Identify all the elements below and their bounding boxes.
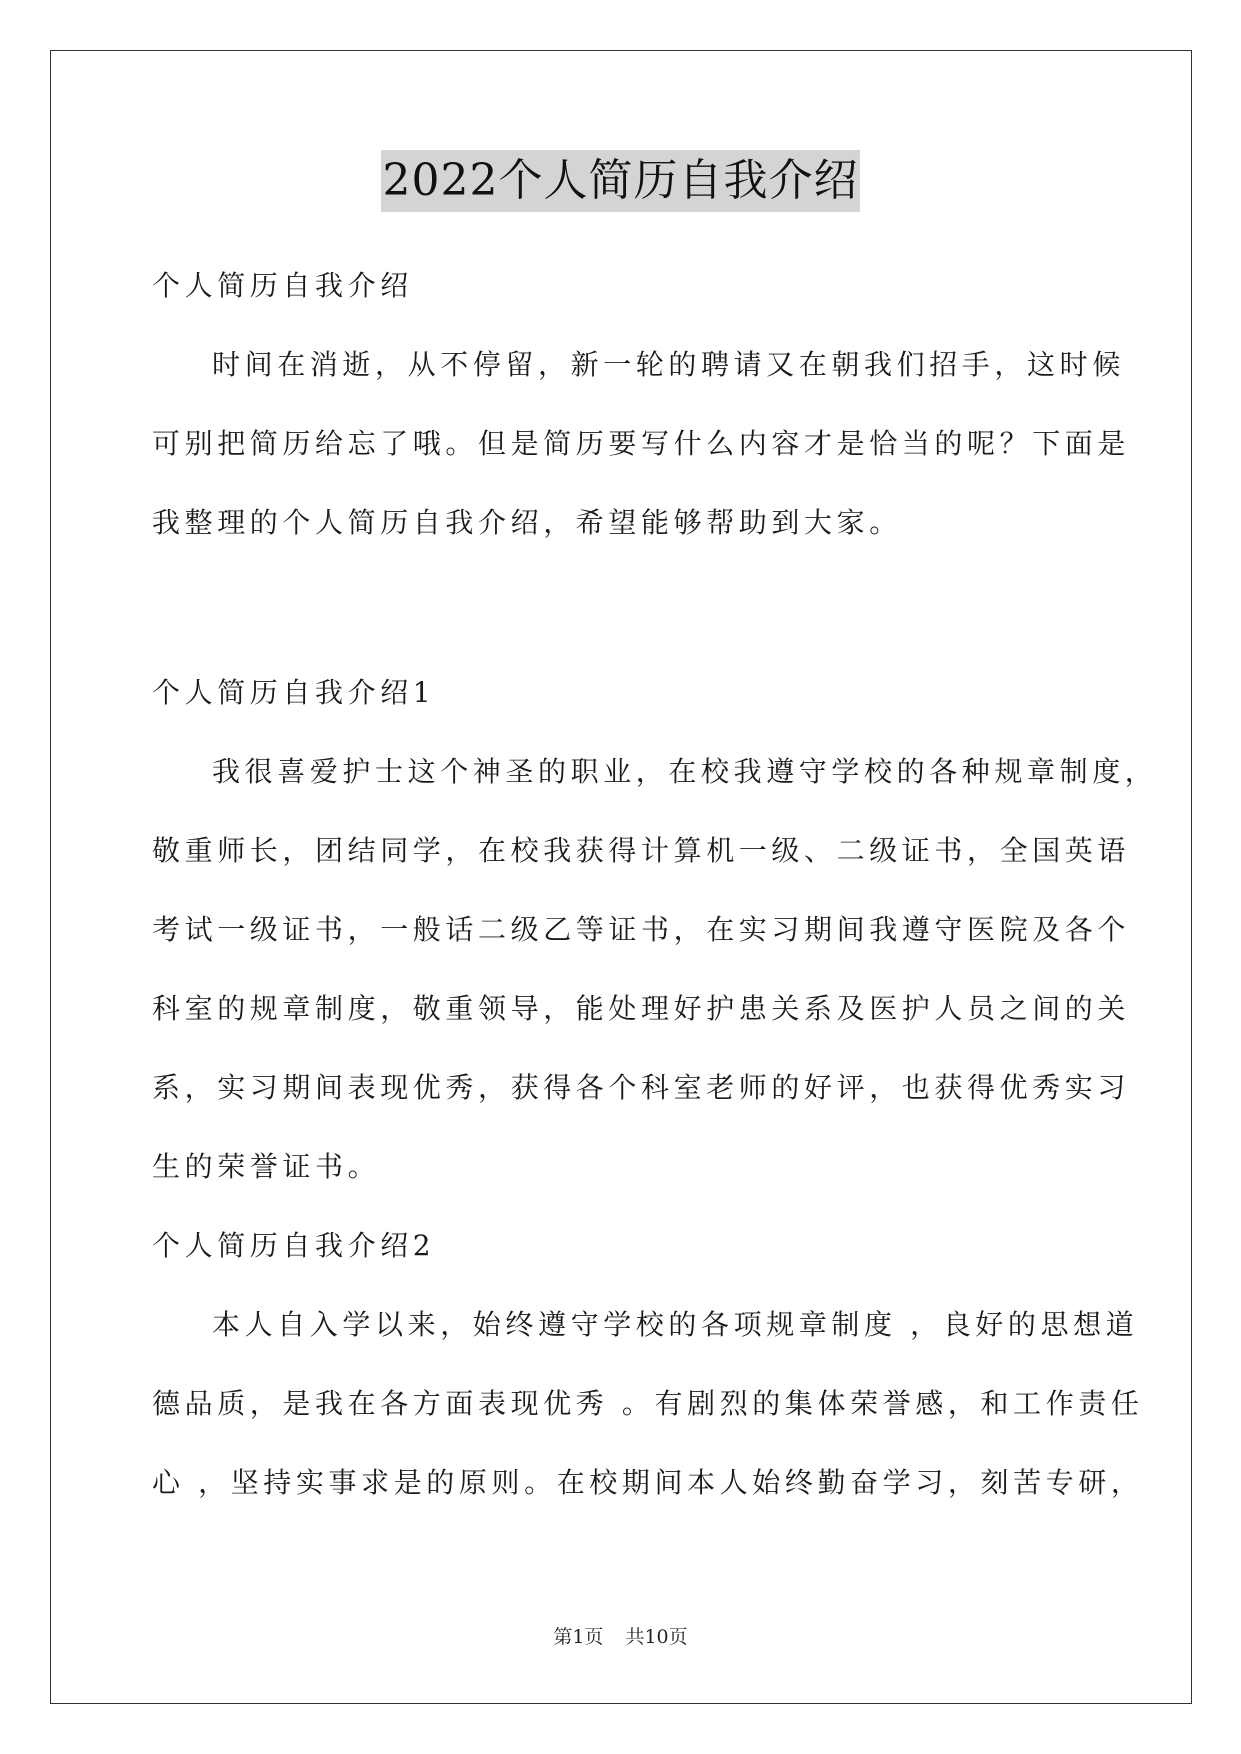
page-footer bbox=[0, 1624, 1241, 1650]
section-1-paragraph-line: 生的荣誉证书。 bbox=[152, 1150, 381, 1183]
page-number-total: 共10页 bbox=[625, 1626, 688, 1648]
section-2-paragraph-line: 本人自入学以来，始终遵守学校的各项规章制度 ，良好的思想道 bbox=[212, 1308, 1139, 1341]
section-2-heading: 个人简历自我介绍2 bbox=[152, 1229, 436, 1262]
section-1-paragraph-line: 敬重师长，团结同学，在校我获得计算机一级、二级证书，全国英语 bbox=[152, 834, 1131, 867]
intro-paragraph-line: 可别把简历给忘了哦。但是简历要写什么内容才是恰当的呢？下面是 bbox=[152, 427, 1131, 460]
document-title: 2022个人简历自我介绍 bbox=[381, 150, 861, 212]
section-2-paragraph-line: 德品质，是我在各方面表现优秀 。有剧烈的集体荣誉感，和工作责任 bbox=[152, 1387, 1144, 1420]
intro-heading: 个人简历自我介绍 bbox=[152, 269, 413, 302]
section-1-paragraph-line: 考试一级证书，一般话二级乙等证书，在实习期间我遵守医院及各个 bbox=[152, 913, 1131, 946]
intro-paragraph-line: 我整理的个人简历自我介绍，希望能够帮助到大家。 bbox=[152, 506, 902, 539]
page-number-current: 第1页 bbox=[553, 1626, 604, 1648]
section-1-paragraph-line: 系，实习期间表现优秀，获得各个科室老师的好评，也获得优秀实习 bbox=[152, 1071, 1131, 1104]
section-1-heading: 个人简历自我介绍1 bbox=[152, 676, 436, 709]
section-2-paragraph-line: 心 ，坚持实事求是的原则。在校期间本人始终勤奋学习，刻苦专研， bbox=[152, 1466, 1144, 1499]
title-container bbox=[0, 150, 1241, 212]
intro-paragraph-line: 时间在消逝，从不停留，新一轮的聘请又在朝我们招手，这时候 bbox=[212, 348, 1125, 381]
section-1-paragraph-line: 科室的规章制度，敬重领导，能处理好护患关系及医护人员之间的关 bbox=[152, 992, 1131, 1025]
section-1-paragraph-line: 我很喜爱护士这个神圣的职业，在校我遵守学校的各种规章制度， bbox=[212, 755, 1158, 788]
